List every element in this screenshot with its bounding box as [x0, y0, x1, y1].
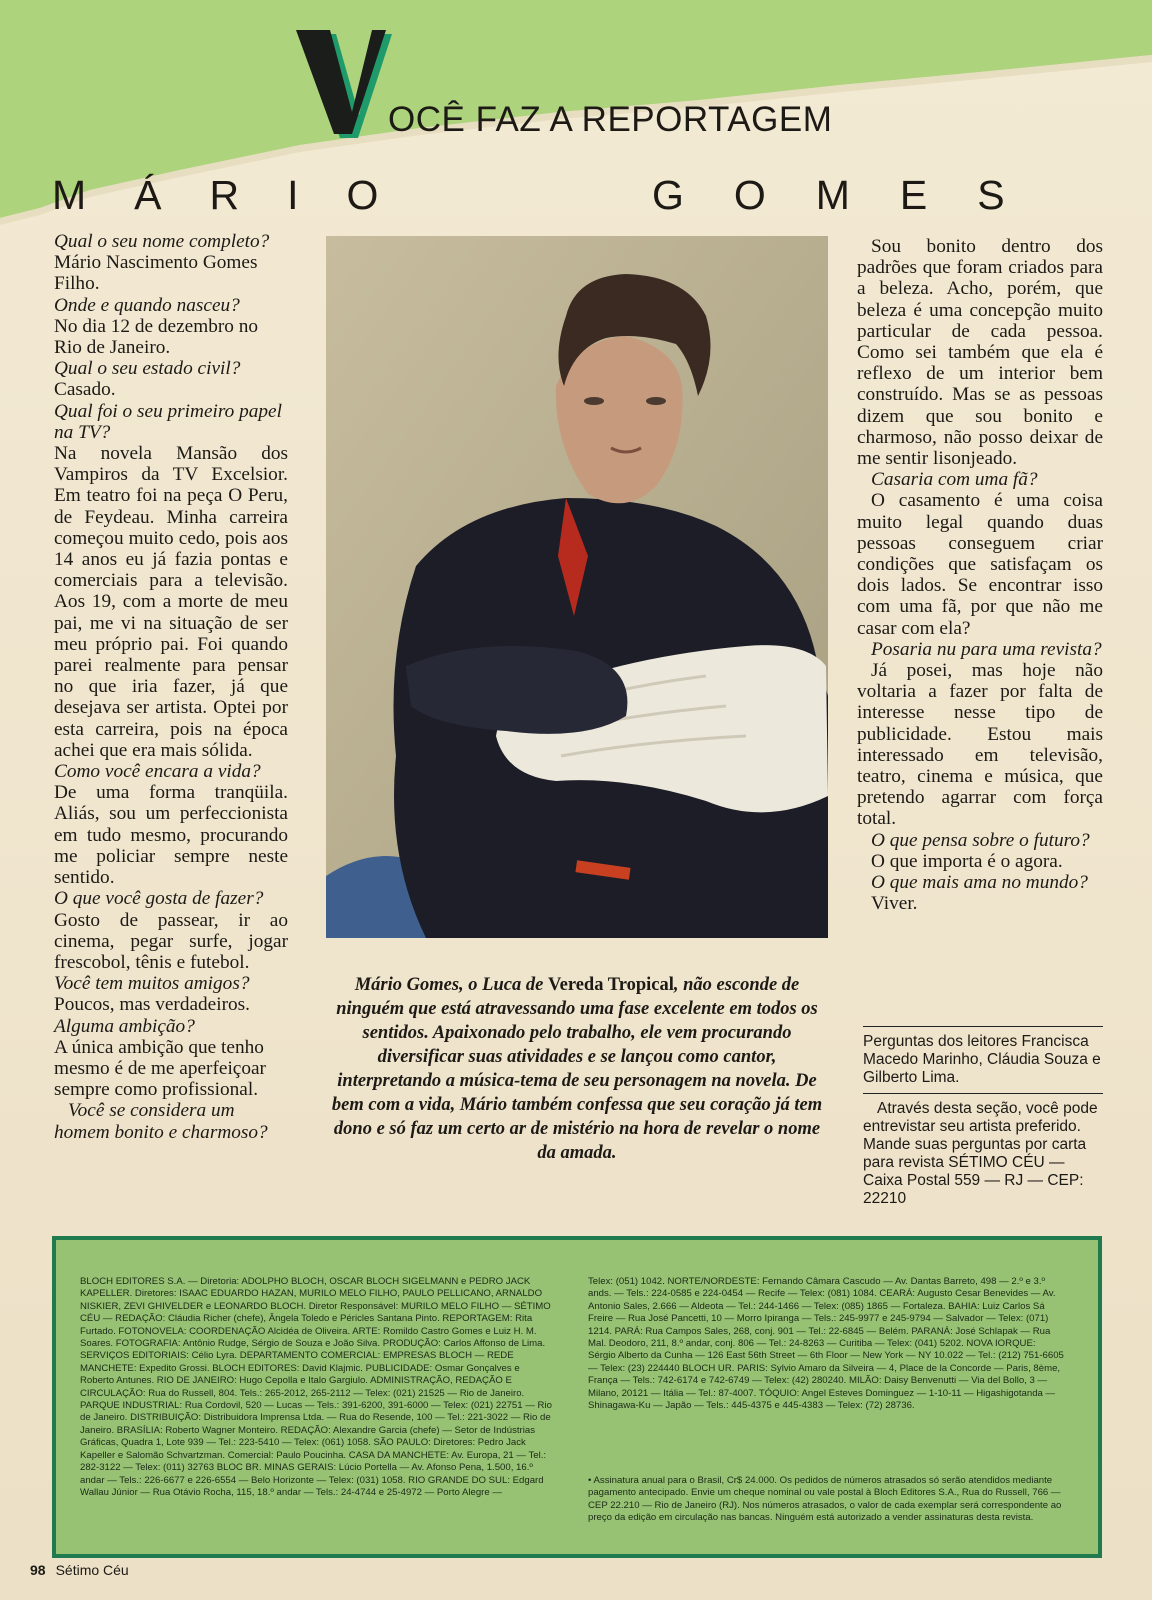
headline-initial-text: V	[296, 20, 297, 21]
interview-left-column	[54, 231, 288, 1143]
answer-text: Poucos, mas verdadeiros.	[54, 994, 250, 1016]
caption-text-before: Mário Gomes, o Luca de	[354, 975, 548, 995]
question-text: Posaria nu para uma revista?	[871, 638, 1102, 660]
answer-text: De uma forma tranqüila. Aliás, sou um perfeccionista em tudo mesmo, procurando me policiar sempre neste sentido.	[54, 782, 288, 889]
reader-credits	[863, 1024, 1103, 1208]
caption-novela-title: Vereda Tropical	[547, 975, 674, 995]
page-footer	[30, 1562, 129, 1578]
submission-note: Através desta seção, você pode entrevistar seu artista preferido. Mande suas perguntas por carta para revista SÉTIMO CÉU — Caixa Postal 559 — RJ — CEP: 22210	[863, 1100, 1098, 1207]
question-text: O que pensa sobre o futuro?	[871, 829, 1090, 851]
question-text: Qual o seu estado civil?	[54, 358, 241, 380]
answer-text: Sou bonito dentro dos padrões que foram criados para a beleza. Acho, porém, que beleza é uma concepção muito particular de cada pessoa. Como sei também que ela é reflexo de um interior bem construído. Mas se as pessoas dizem que sou bonito e charmoso, não posso deixar de me sentir lisonjeado.	[857, 236, 1103, 470]
photo-caption	[326, 973, 828, 1165]
masthead-right-text: Telex: (051) 1042. NORTE/NORDESTE: Fernando Câmara Cascudo — Av. Dantas Barreto, 498 — 2.º e 3.º ands. — Tels.: 224-0585 e 224-0454 — Recife — Telex: (081) 1084. CEARÁ: Augusto Cesar Benevides — Av. Antonio Sales, 2.666 — Aldeota — Tel.: 244-1466 — Telex: (085) 1865 — Fortaleza. BAHIA: Luiz Carlos Sá Freire — Rua José Pancetti, 10 — Morro Ipiranga — Tels.: 245-9977 e 245-9794 — Salvador — Telex: (071) 1214. PARÁ: Rua Campos Sales, 268, conj. 901 — Tel.: 22-6845 — Belém. PARANÁ: José Schlapak — Rua Mal. Deodoro, 211, 8.º andar, conj. 806 — Tel.: 24-8263 — Curitiba — Telex: (041) 5202. NOVA IORQUE: Sérgio Alberto da Cunha — 126 East 56th Street — 6th Floor — New York — NY 10.022 — Tel.: (212) 751-6605 — Telex: (23) 224440 BLOCH UR. PARIS: Sylvio Amaro da Silveira — 4, Place de la Concorde — Paris, 8ème, França — Tels.: 742-6174 e 742-6749 — Telex: (42) 280240. MILÃO: Daisy Benvenutti — Via del Bollo, 3 — Milano, 20121 — Itália — Tel.: 87-4007. TÓQUIO: Angel Esteves Dominguez — 1-10-11 — Higashigotanda — Shinagawa-Ku — Japão — Tels.: 445-4375 e 445-4383 — Telex: (72) 28736.	[588, 1276, 1064, 1412]
masthead-box	[52, 1236, 1102, 1558]
portrait-photo	[326, 236, 828, 938]
readers-credit-text: Perguntas dos leitores Francisca Macedo Marinho, Cláudia Souza e Gilberto Lima.	[863, 1033, 1101, 1086]
subscription-note: • Assinatura anual para o Brasil, Cr$ 24.000. Os pedidos de números atrasados só serão atendidos mediante pagamento antecipado. Envie um cheque nominal ou vale postal à Bloch Editores S.A., Rua do Russell, 766 — CEP 22.210 — Rio de Janeiro (RJ). Nos números atrasados, o valor de cada exemplar será correspondente ao preço da edição em circulação nas bancas. Ninguém está autorizado a vender assinaturas desta revista.	[588, 1475, 1062, 1524]
headline-initial-v	[296, 20, 396, 150]
question-text: O que você gosta de fazer?	[54, 888, 264, 910]
interview-right-column	[857, 236, 1103, 915]
magazine-name: Sétimo Céu	[55, 1562, 129, 1578]
question-text: Qual o seu nome completo?	[54, 231, 270, 252]
caption-text-after: , não esconde de ninguém que está atravessando uma fase excelente em todos os sentidos. Apaixonado pelo trabalho, ele vem procurando diversificar suas atividades e se lançou como cantor, interpretando a música-tema de seu personagem na novela. De bem com a vida, Mário também confessa que seu coração já tem dono e só faz um certo ar de mistério na hora de revelar o nome da amada.	[331, 975, 823, 1163]
answer-text: O casamento é uma coisa muito legal quando duas pessoas conseguem criar condições que satisfaçam os dois lados. Se encontrar isso com uma fã, por que não me casar com ela?	[857, 490, 1103, 639]
answer-text: Casado.	[54, 379, 116, 401]
divider	[863, 1093, 1103, 1094]
answer-text: Na novela Mansão dos Vampiros da TV Excelsior. Em teatro foi na peça O Peru, de Feydeau. Minha carreira começou muito cedo, pois aos 14 anos eu já fazia pontas e comerciais para a televisão. Aos 19, com a morte de meu pai, me vi na situação de ser meu próprio pai. Foi quando parei realmente para pensar no que iria fazer, já que desejava ser artista. Optei por esta carreira, pois na época achei que era mais sólida.	[54, 443, 288, 761]
question-text: Alguma ambição?	[54, 1015, 195, 1037]
divider	[863, 1026, 1103, 1027]
question-text: Onde e quando nasceu?	[54, 294, 240, 316]
question-text: Qual foi o seu primeiro papel na TV?	[54, 400, 282, 443]
answer-text: Viver.	[871, 893, 918, 915]
question-text: O que mais ama no mundo?	[871, 872, 1088, 894]
question-text: Como você encara a vida?	[54, 761, 261, 783]
page-number: 98	[30, 1562, 46, 1578]
interviewee-first-name: MÁRIO	[52, 172, 427, 218]
answer-text: Gosto de passear, ir ao cinema, pegar surfe, jogar frescobol, tênis e futebol.	[54, 909, 288, 973]
portrait-illustration	[326, 236, 828, 938]
interviewee-last-name: GOMES	[652, 172, 1055, 218]
masthead-left-text: BLOCH EDITORES S.A. — Diretoria: ADOLPHO BLOCH, OSCAR BLOCH SIGELMANN e PEDRO JACK KAPELLER. Diretores: ISAAC EDUARDO HAZAN, MURILO MELO FILHO, PAULO PELLICANO, ARNALDO NISKIER, ZEVI GHIVELDER e LEONARDO BLOCH. Diretor Responsável: MURILO MELO FILHO — SÉTIMO CÉU — REDAÇÃO: Cláudia Richer (chefe), Ângela Toledo e Péricles Santana Pinto. REPORTAGEM: Rita Furtado. FOTONOVELA: COORDENAÇÃO Alcidéa de Oliveira. ARTE: Romildo Castro Gomes e Luiz H. M. Soares. FOTOGRAFIA: Antônio Rudge, Sérgio de Souza e João Silva. PRODUÇÃO: Carlos Affonso de Lima. SERVIÇOS EDITORIAIS: Célio Lyra. DEPARTAMENTO COMERCIAL: EMPRESAS BLOCH — REDE MANCHETE: Expedito Grossi. BLOCH EDITORES: David Klajmic. PUBLICIDADE: Osmar Gonçalves e Roberto Antunes. RIO DE JANEIRO: Hugo Cepolla e Italo Gargiulo. ADMINISTRAÇÃO, REDAÇÃO E CIRCULAÇÃO: Rua do Russell, 804. Tels.: 265-2012, 265-2112 — Telex: (021) 21525 — Rio de Janeiro. PARQUE INDUSTRIAL: Rua Cordovil, 520 — Lucas — Tels.: 391-6200, 391-6000 — Telex: (021) 22751 — Rio de Janeiro. DISTRIBUIÇÃO: Distribuidora Imprensa Ltda. — Rua do Resende, 100 — Tel.: 221-3022 — Rio de Janeiro. BRASÍLIA: Roberto Wagner Monteiro. REDAÇÃO: Alexandre Garcia (chefe) — Setor de Indústrias Gráficas, Quadra 1, Lote 939 — Tel.: 223-5410 — Telex: (061) 1058. SÃO PAULO: Diretores: Pedro Jack Kapeller e Salomão Schvartzman. Comercial: Paulo Poucinha. CASA DA MANCHETE: Av. Europa, 21 — Tel.: 282-3122 — Telex: (011) 32763 BLOC BR. MINAS GERAIS: Lúcio Portella — Av. Afonso Pena, 1.500, 16.º andar — Tels.: 226-6677 e 226-6554 — Belo Horizonte — Telex: (031) 1058. RIO GRANDE DO SUL: Edgard Wallau Júnior — Rua Otávio Rocha, 115, 18.º andar — Tels.: 24-4744 e 25-4972 — Porto Alegre —	[80, 1276, 552, 1498]
headline-title: OCÊ FAZ A REPORTAGEM	[388, 100, 833, 139]
question-text: Você se considera um homem bonito e charmoso?	[54, 1100, 268, 1143]
question-text: Casaria com uma fã?	[871, 469, 1038, 491]
answer-text: A única ambição que tenho mesmo é de me aperfeiçoar sempre como profissional.	[54, 1036, 266, 1101]
answer-text: No dia 12 de dezembro no Rio de Janeiro.	[54, 315, 258, 359]
question-text: Você tem muitos amigos?	[54, 973, 250, 995]
answer-text: Já posei, mas hoje não voltaria a fazer por falta de interesse nesse tipo de publicidade. Estou mais interessado em televisão, teatro, cinema e música, que pretendo agarrar com força total.	[857, 660, 1103, 830]
answer-text: Mário Nascimento Gomes Filho.	[54, 252, 258, 295]
answer-text: O que importa é o agora.	[871, 850, 1063, 872]
